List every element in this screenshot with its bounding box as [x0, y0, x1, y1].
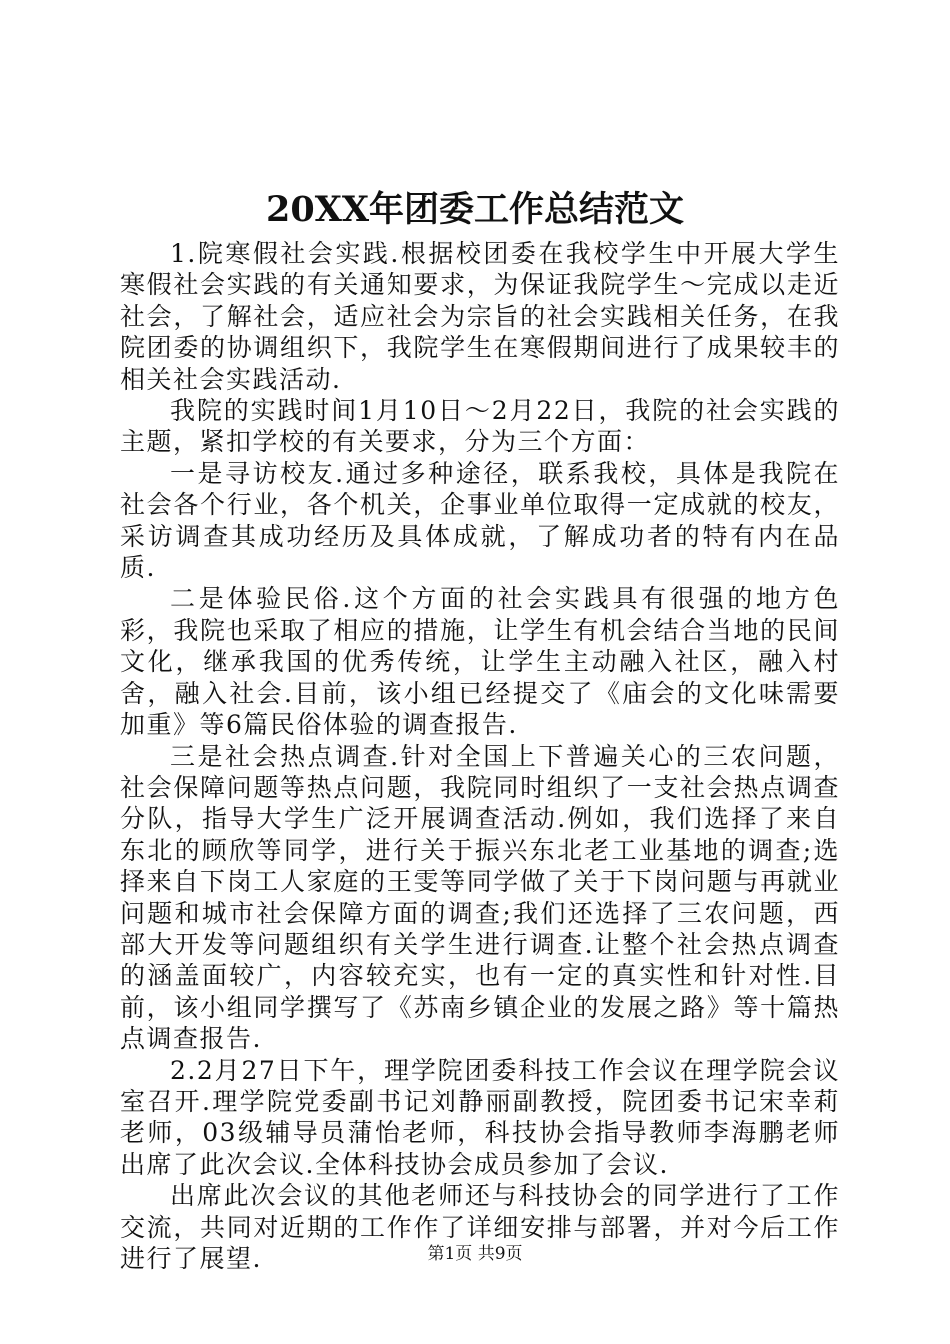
- paragraph-tech-meeting: 2.2月27日下午，理学院团委科技工作会议在理学院会议室召开.理学院党委副书记刘静丽副教授，院团委书记宋幸莉老师，03级辅导员蒲怡老师，科技协会指导教师李海鹏老师出席了此次会议.全体科技协会成员参加了会议.: [120, 1055, 840, 1179]
- paragraph-folk-customs: 二是体验民俗.这个方面的社会实践具有很强的地方色彩，我院也采取了相应的措施，让学生有机会结合当地的民间文化，继承我国的优秀传统，让学生主动融入社区，融入村舍，融入社会.目前，该小组已经提交了《庙会的文化味需要加重》等6篇民俗体验的调查报告.: [120, 584, 840, 740]
- document-title: 20XX年团委工作总结范文: [265, 189, 685, 230]
- paragraph-visit-alumni: 一是寻访校友.通过多种途径，联系我校，具体是我院在社会各个行业，各个机关，企事业单位取得一定成就的校友，采访调查其成功经历及具体成就，了解成功者的特有内在品质.: [120, 458, 840, 583]
- paragraph-winter-practice: 1.院寒假社会实践.根据校团委在我校学生中开展大学生寒假社会实践的有关通知要求，为保证我院学生～完成以走近社会，了解社会，适应社会为宗旨的社会实践相关任务，在我院团委的协调组织下，我院学生在寒假期间进行了成果较丰的相关社会实践活动.: [120, 239, 840, 394]
- paragraph-hot-topics: 三是社会热点调查.针对全国上下普遍关心的三农问题，社会保障问题等热点问题，我院同时组织了一支社会热点调查分队，指导大学生广泛开展调查活动.例如，我们选择了来自东北的顾欣等同学，进行关于振兴东北老工业基地的调查;选择来自下岗工人家庭的王雯等同学做了关于下岗问题与再就业问题和城市社会保障方面的调查;我们还选择了三农问题，西部大开发等问题组织有关学生进行调查.让整个社会热点调查的涵盖面较广，内容较充实，也有一定的真实性和针对性.目前，该小组同学撰写了《苏南乡镇企业的发展之路》等十篇热点调查报告.: [120, 741, 840, 1054]
- document-body: [120, 238, 840, 1274]
- paragraph-meeting-exchange: 出席此次会议的其他老师还与科技协会的同学进行了工作交流，共同对近期的工作作了详细安排与部署，并对今后工作进行了展望.: [120, 1181, 840, 1273]
- page-number: 第1页 共9页: [427, 1244, 523, 1264]
- paragraph-practice-time: 我院的实践时间1月10日～2月22日，我院的社会实践的主题，紧扣学校的有关要求，分为三个方面：: [120, 396, 840, 457]
